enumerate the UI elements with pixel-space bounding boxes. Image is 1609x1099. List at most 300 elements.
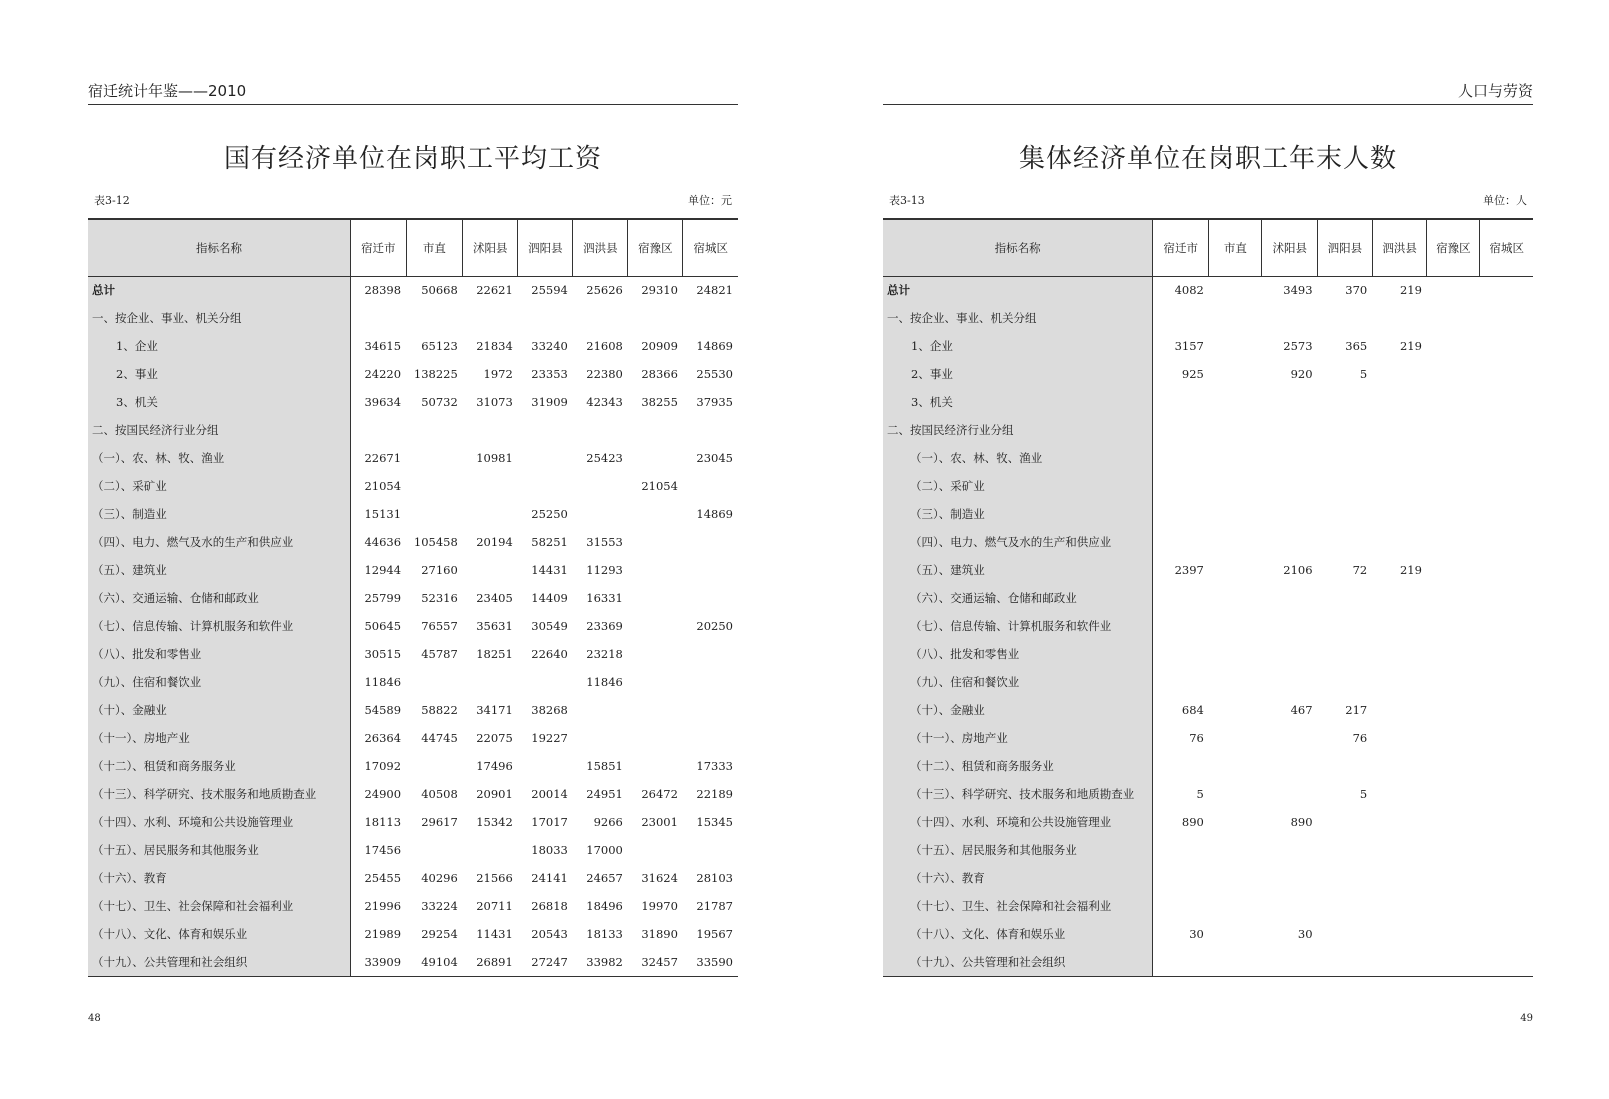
- table-row: [88, 696, 738, 724]
- cell-value: [1209, 556, 1262, 584]
- cell-value: 24821: [696, 283, 733, 298]
- cell-value: 11846: [586, 675, 623, 689]
- cell-value: 19567: [696, 927, 733, 941]
- cell-value: [463, 836, 518, 864]
- cell-value: [406, 836, 463, 864]
- cell-value: 35631: [476, 619, 513, 633]
- cell-value: 31909: [531, 395, 568, 409]
- cell-value: [1153, 304, 1209, 332]
- row-label: 一、按企业、事业、机关分组: [883, 304, 1153, 332]
- cell-value: [406, 444, 463, 472]
- cell-value: [683, 584, 738, 612]
- cell-value: [1480, 416, 1533, 444]
- cell-value: [683, 416, 738, 444]
- cell-value: [406, 472, 463, 500]
- cell-value: 24951: [586, 787, 623, 801]
- cell-value: 33982: [586, 954, 623, 969]
- row-label: （十五）、居民服务和其他服务业: [883, 836, 1153, 864]
- cell-value: 22380: [586, 367, 623, 381]
- cell-value: [1427, 332, 1480, 360]
- cell-value: 22671: [364, 451, 402, 465]
- cell-value: 920: [1290, 367, 1313, 381]
- cell-value: 58822: [421, 703, 458, 717]
- cell-value: [1209, 640, 1262, 668]
- cell-value: [518, 472, 573, 500]
- cell-value: [1209, 416, 1262, 444]
- table-row: [883, 696, 1533, 724]
- cell-value: [1318, 920, 1373, 948]
- cell-value: 217: [1345, 703, 1368, 717]
- table-row: [88, 304, 738, 332]
- column-header-name: 指标名称: [883, 219, 1153, 276]
- cell-value: [1480, 500, 1533, 528]
- cell-value: [406, 668, 463, 696]
- row-label: 2、事业: [88, 360, 351, 388]
- table-row: [883, 612, 1533, 640]
- cell-value: 15345: [696, 815, 733, 829]
- table-row: [88, 500, 738, 528]
- cell-value: [1372, 472, 1427, 500]
- cell-value: 14869: [696, 507, 733, 521]
- cell-value: [1372, 696, 1427, 724]
- table-row: [88, 948, 738, 976]
- cell-value: 30515: [364, 647, 402, 661]
- cell-value: [1153, 416, 1209, 444]
- row-label: （三）、制造业: [88, 500, 351, 528]
- cell-value: [1262, 780, 1318, 808]
- cell-value: [1427, 724, 1480, 752]
- cell-value: 25250: [531, 507, 568, 521]
- cell-value: [1318, 444, 1373, 472]
- table-body: [88, 276, 738, 976]
- cell-value: [1480, 360, 1533, 388]
- cell-value: 49104: [421, 954, 458, 969]
- row-label: （十四）、水利、环境和公共设施管理业: [883, 808, 1153, 836]
- cell-value: 18496: [586, 899, 623, 913]
- cell-value: 925: [1181, 367, 1204, 381]
- cell-value: 219: [1399, 283, 1422, 298]
- cell-value: [1318, 864, 1373, 892]
- cell-value: 5: [1359, 787, 1368, 801]
- table-row: [88, 276, 738, 304]
- cell-value: 24141: [531, 871, 568, 885]
- cell-value: 39634: [364, 395, 402, 409]
- cell-value: [1153, 388, 1209, 416]
- cell-value: 11293: [586, 563, 623, 577]
- cell-value: [1318, 808, 1373, 836]
- cell-value: 3493: [1283, 283, 1313, 298]
- cell-value: 24657: [586, 871, 623, 885]
- cell-value: [518, 304, 573, 332]
- row-label: （十八）、文化、体育和娱乐业: [883, 920, 1153, 948]
- cell-value: 23045: [696, 451, 733, 465]
- cell-value: 890: [1290, 815, 1313, 829]
- cell-value: [1209, 948, 1262, 976]
- table-row: [88, 920, 738, 948]
- cell-value: 21834: [476, 339, 513, 353]
- cell-value: [573, 304, 628, 332]
- cell-value: 21054: [641, 479, 678, 493]
- table-row: [88, 752, 738, 780]
- table-row: [883, 584, 1533, 612]
- cell-value: [628, 668, 683, 696]
- cell-value: [1372, 724, 1427, 752]
- row-label: （六）、交通运输、仓储和邮政业: [883, 584, 1153, 612]
- table-title: 集体经济单位在岗职工年末人数: [1018, 144, 1397, 174]
- cell-value: 52316: [421, 591, 458, 605]
- column-header-name: 指标名称: [88, 219, 351, 276]
- cell-value: 20250: [696, 619, 733, 633]
- cell-value: [1480, 640, 1533, 668]
- cell-value: [1372, 584, 1427, 612]
- cell-value: [1262, 388, 1318, 416]
- cell-value: 17000: [586, 843, 623, 857]
- cell-value: [1262, 472, 1318, 500]
- cell-value: 467: [1290, 703, 1313, 717]
- row-label: （十六）、教育: [883, 864, 1153, 892]
- cell-value: 19970: [641, 899, 678, 913]
- cell-value: 11846: [364, 675, 402, 689]
- left-page: [88, 0, 738, 1099]
- cell-value: 17333: [696, 759, 733, 773]
- table-row: [88, 640, 738, 668]
- cell-value: 21054: [364, 479, 402, 493]
- cell-value: [1427, 780, 1480, 808]
- cell-value: 65123: [421, 339, 458, 353]
- cell-value: [628, 640, 683, 668]
- table-unit: 单位：元: [688, 194, 732, 207]
- cell-value: [1480, 584, 1533, 612]
- column-header: 市直: [406, 219, 463, 276]
- cell-value: 15131: [364, 507, 402, 521]
- table-row: [883, 444, 1533, 472]
- cell-value: 23001: [641, 815, 678, 829]
- cell-value: 30: [1297, 927, 1313, 941]
- cell-value: [1262, 892, 1318, 920]
- cell-value: 28103: [696, 871, 733, 885]
- row-label: （七）、信息传输、计算机服务和软件业: [883, 612, 1153, 640]
- cell-value: 23405: [476, 591, 513, 605]
- cell-value: [1209, 696, 1262, 724]
- row-label: 二、按国民经济行业分组: [88, 416, 351, 444]
- row-label: （六）、交通运输、仓储和邮政业: [88, 584, 351, 612]
- cell-value: [1262, 724, 1318, 752]
- table-body: [883, 276, 1533, 976]
- cell-value: [1427, 640, 1480, 668]
- row-label: （五）、建筑业: [883, 556, 1153, 584]
- cell-value: [573, 724, 628, 752]
- cell-value: [1262, 584, 1318, 612]
- cell-value: 14869: [696, 339, 733, 353]
- cell-value: [518, 444, 573, 472]
- cell-value: [1372, 780, 1427, 808]
- row-label: 二、按国民经济行业分组: [883, 416, 1153, 444]
- cell-value: 31553: [586, 535, 623, 549]
- column-header: 宿豫区: [1427, 219, 1480, 276]
- table-number: 表3-12: [94, 194, 130, 207]
- cell-value: [463, 556, 518, 584]
- cell-value: [1153, 584, 1209, 612]
- cell-value: [1480, 276, 1533, 304]
- cell-value: [1372, 388, 1427, 416]
- cell-value: 29310: [641, 283, 678, 298]
- row-label: （十）、金融业: [883, 696, 1153, 724]
- cell-value: [1209, 276, 1262, 304]
- cell-value: 32457: [641, 954, 678, 969]
- cell-value: [1372, 668, 1427, 696]
- cell-value: [1318, 304, 1373, 332]
- cell-value: [1427, 388, 1480, 416]
- cell-value: [628, 612, 683, 640]
- column-header: 宿豫区: [628, 219, 683, 276]
- cell-value: [1480, 696, 1533, 724]
- cell-value: [1262, 948, 1318, 976]
- cell-value: 50668: [421, 283, 458, 298]
- cell-value: [1318, 472, 1373, 500]
- cell-value: 58251: [531, 535, 568, 549]
- cell-value: [1427, 696, 1480, 724]
- cell-value: [1153, 444, 1209, 472]
- cell-value: [1262, 640, 1318, 668]
- table-row: [88, 388, 738, 416]
- row-label: （七）、信息传输、计算机服务和软件业: [88, 612, 351, 640]
- cell-value: [1480, 920, 1533, 948]
- cell-value: 22189: [696, 787, 733, 801]
- cell-value: [1427, 472, 1480, 500]
- cell-value: [1209, 780, 1262, 808]
- cell-value: 31890: [641, 927, 678, 941]
- cell-value: [1153, 612, 1209, 640]
- row-label: （十一）、房地产业: [88, 724, 351, 752]
- cell-value: [1209, 528, 1262, 556]
- cell-value: 18113: [364, 815, 402, 829]
- cell-value: 34615: [364, 339, 402, 353]
- cell-value: [1153, 472, 1209, 500]
- cell-value: [463, 472, 518, 500]
- cell-value: 18251: [476, 647, 513, 661]
- cell-value: 1972: [483, 367, 513, 381]
- cell-value: [1480, 444, 1533, 472]
- cell-value: 25626: [586, 283, 623, 298]
- cell-value: 28366: [641, 367, 678, 381]
- cell-value: 44745: [421, 731, 458, 745]
- cell-value: [1209, 304, 1262, 332]
- row-label: （十五）、居民服务和其他服务业: [88, 836, 351, 864]
- cell-value: [1318, 948, 1373, 976]
- header-row: [88, 219, 738, 276]
- cell-value: [1480, 808, 1533, 836]
- cell-value: [1209, 332, 1262, 360]
- row-label: （十九）、公共管理和社会组织: [88, 948, 351, 976]
- table-row: [883, 500, 1533, 528]
- cell-value: 15851: [586, 759, 623, 773]
- cell-value: [406, 752, 463, 780]
- cell-value: [1318, 528, 1373, 556]
- cell-value: 21996: [364, 899, 402, 913]
- cell-value: [1427, 920, 1480, 948]
- cell-value: [1480, 388, 1533, 416]
- cell-value: 25594: [531, 283, 568, 298]
- table-row: [88, 892, 738, 920]
- cell-value: 19227: [531, 731, 568, 745]
- column-header: 沭阳县: [1262, 219, 1318, 276]
- cell-value: 22640: [531, 647, 568, 661]
- cell-value: [628, 724, 683, 752]
- cell-value: 14409: [531, 591, 568, 605]
- cell-value: 26472: [641, 787, 678, 801]
- row-label: 3、机关: [88, 388, 351, 416]
- cell-value: 138225: [413, 367, 458, 381]
- cell-value: 20543: [531, 927, 568, 941]
- wage-table: [88, 218, 738, 977]
- table-row: [883, 920, 1533, 948]
- cell-value: 365: [1345, 339, 1368, 353]
- row-label: （二）、采矿业: [883, 472, 1153, 500]
- column-header: 市直: [1209, 219, 1262, 276]
- cell-value: [1372, 752, 1427, 780]
- right-page: [883, 0, 1533, 1099]
- row-label: （五）、建筑业: [88, 556, 351, 584]
- cell-value: [1480, 892, 1533, 920]
- cell-value: [1372, 640, 1427, 668]
- running-header: [883, 82, 1533, 105]
- cell-value: 20711: [476, 899, 513, 913]
- cell-value: [1318, 668, 1373, 696]
- cell-value: 219: [1399, 563, 1422, 577]
- cell-value: [1262, 304, 1318, 332]
- table-title: 国有经济单位在岗职工平均工资: [223, 144, 602, 174]
- cell-value: 24220: [364, 367, 402, 381]
- cell-value: [1427, 416, 1480, 444]
- cell-value: [683, 696, 738, 724]
- row-label: （十六）、教育: [88, 864, 351, 892]
- cell-value: 21787: [696, 899, 733, 913]
- running-head-text: 宿迁统计年鉴——2010: [88, 82, 247, 100]
- cell-value: 40296: [421, 871, 458, 885]
- cell-value: 5: [1359, 367, 1368, 381]
- cell-value: 33240: [531, 339, 568, 353]
- cell-value: [1372, 864, 1427, 892]
- cell-value: 4082: [1174, 283, 1204, 298]
- cell-value: [1372, 528, 1427, 556]
- cell-value: [683, 668, 738, 696]
- cell-value: [1209, 724, 1262, 752]
- table-number: 表3-13: [889, 194, 925, 207]
- cell-value: [1209, 668, 1262, 696]
- cell-value: [1427, 500, 1480, 528]
- cell-value: [1209, 444, 1262, 472]
- cell-value: [1153, 864, 1209, 892]
- cell-value: 219: [1399, 339, 1422, 353]
- row-label: （十三）、科学研究、技术服务和地质勘查业: [883, 780, 1153, 808]
- cell-value: 21608: [586, 339, 623, 353]
- cell-value: 31624: [641, 871, 678, 885]
- cell-value: [1372, 360, 1427, 388]
- cell-value: 21566: [476, 871, 513, 885]
- page-number: 48: [88, 1013, 101, 1024]
- row-label: （十七）、卫生、社会保障和社会福利业: [883, 892, 1153, 920]
- row-label: 1、企业: [88, 332, 351, 360]
- cell-value: 26364: [364, 731, 402, 745]
- cell-value: [1318, 500, 1373, 528]
- column-header: 宿迁市: [351, 219, 407, 276]
- cell-value: [463, 500, 518, 528]
- cell-value: [1480, 528, 1533, 556]
- column-header: 宿城区: [1489, 240, 1524, 255]
- table-row: [883, 724, 1533, 752]
- row-label: （十一）、房地产业: [883, 724, 1153, 752]
- cell-value: [1480, 612, 1533, 640]
- cell-value: 50732: [421, 395, 458, 409]
- cell-value: [628, 304, 683, 332]
- cell-value: [518, 752, 573, 780]
- cell-value: [1480, 332, 1533, 360]
- cell-value: [1209, 388, 1262, 416]
- cell-value: [1209, 612, 1262, 640]
- cell-value: [573, 696, 628, 724]
- table-row: [88, 528, 738, 556]
- row-label: （九）、住宿和餐饮业: [883, 668, 1153, 696]
- row-label: 3、机关: [883, 388, 1153, 416]
- cell-value: [518, 416, 573, 444]
- cell-value: [1153, 948, 1209, 976]
- row-label: （一）、农、林、牧、渔业: [883, 444, 1153, 472]
- cell-value: 76: [1352, 731, 1368, 745]
- table-row: [88, 360, 738, 388]
- row-label: （十三）、科学研究、技术服务和地质勘查业: [88, 780, 351, 808]
- cell-value: [628, 556, 683, 584]
- headcount-table: [883, 218, 1533, 977]
- table-row: [883, 416, 1533, 444]
- cell-value: [351, 304, 407, 332]
- cell-value: 72: [1352, 563, 1368, 577]
- cell-value: 76557: [421, 619, 458, 633]
- table-row: [88, 584, 738, 612]
- cell-value: 24900: [364, 787, 402, 801]
- table-row: [883, 864, 1533, 892]
- table-row: [88, 612, 738, 640]
- cell-value: 29254: [421, 927, 458, 941]
- cell-value: 2397: [1174, 563, 1204, 577]
- cell-value: [683, 556, 738, 584]
- cell-value: [1372, 304, 1427, 332]
- cell-value: [1427, 612, 1480, 640]
- cell-value: [1318, 892, 1373, 920]
- table-row: [88, 836, 738, 864]
- cell-value: [1480, 836, 1533, 864]
- cell-value: [1318, 836, 1373, 864]
- cell-value: [1427, 444, 1480, 472]
- cell-value: 2573: [1283, 339, 1313, 353]
- cell-value: [683, 472, 738, 500]
- row-label: 2、事业: [883, 360, 1153, 388]
- row-label: （一）、农、林、牧、渔业: [88, 444, 351, 472]
- cell-value: [1480, 780, 1533, 808]
- cell-value: [1262, 864, 1318, 892]
- table-row: [883, 808, 1533, 836]
- row-label: （十四）、水利、环境和公共设施管理业: [88, 808, 351, 836]
- cell-value: [1262, 836, 1318, 864]
- cell-value: [628, 752, 683, 780]
- table-row: [88, 444, 738, 472]
- cell-value: [1209, 752, 1262, 780]
- header-row: [883, 219, 1533, 276]
- table-row: [883, 388, 1533, 416]
- row-label: （十八）、文化、体育和娱乐业: [88, 920, 351, 948]
- cell-value: [683, 836, 738, 864]
- cell-value: 17017: [531, 815, 568, 829]
- cell-value: [1153, 836, 1209, 864]
